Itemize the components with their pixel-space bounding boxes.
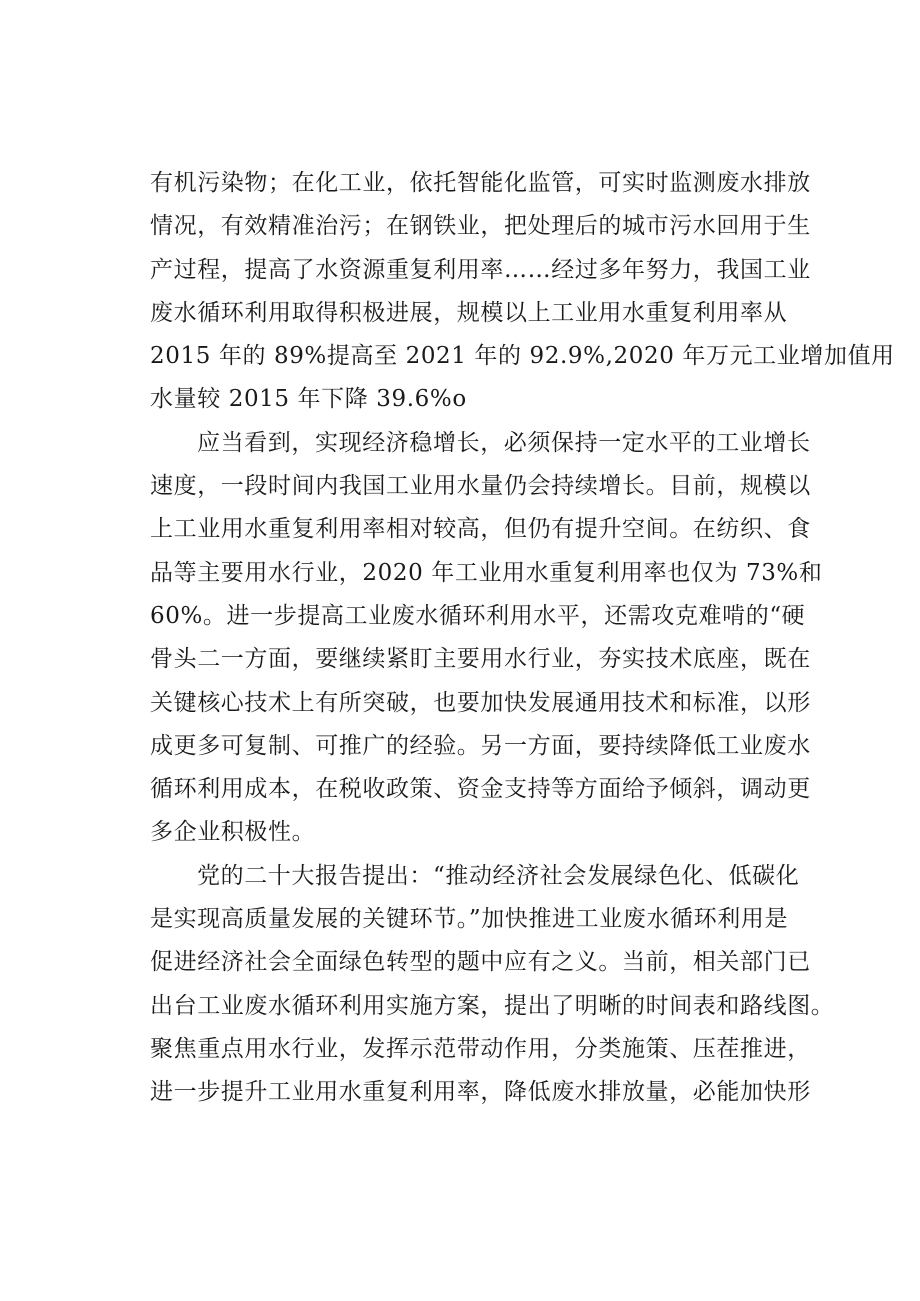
paragraph-2 (150, 422, 830, 855)
text-line: 应当看到，实现经济稳增长，必须保持一定水平的工业增长 (197, 429, 811, 456)
text-line: 情况，有效精准治污；在钢铁业，把处理后的城市污水回用于生 (150, 213, 811, 240)
text-line: 上工业用水重复利用率相对较高，但仍有提升空间。在纺织、食 (150, 516, 811, 543)
text-line: 水量较 2015 年下降 39.6%o (150, 386, 467, 413)
text-line: 2015 年的 89%提高至 2021 年的 92.9%,2020 年万元工业增加值用 (150, 343, 895, 370)
text-line: 废水循环利用取得积极进展，规模以上工业用水重复利用率从 (150, 299, 788, 326)
text-line: 速度，一段时间内我国工业用水量仍会持续增长。目前，规模以 (150, 473, 811, 500)
text-line: 聚焦重点用水行业，发挥示范带动作用，分类施策、压茬推进， (150, 1035, 811, 1062)
text-line: 关键核心技术上有所突破，也要加快发展通用技术和标准，以形 (150, 689, 811, 716)
text-line: 品等主要用水行业，2020 年工业用水重复利用率也仅为 73%和 (150, 559, 823, 586)
text-line: 有机污染物；在化工业，依托智能化监管，可实时监测废水排放 (150, 170, 811, 196)
text-line: 多企业积极性。 (150, 819, 316, 846)
text-line: 循环利用成本，在税收政策、资金支持等方面给予倾斜，调动更 (150, 776, 811, 803)
text-line: 促进经济社会全面绿色转型的题中应有之义。当前，相关部门已 (150, 949, 811, 976)
text-line: 骨头二一方面，要继续紧盯主要用水行业，夯实技术底座，既在 (150, 646, 811, 673)
text-line: 是实现高质量发展的关键环节。”加快推进工业废水循环利用是 (150, 906, 789, 933)
text-line: 60%。进一步提高工业废水循环利用水平，还需攻克难啃的“硬 (150, 602, 806, 629)
text-line: 党的二十大报告提出：“推动经济社会发展绿色化、低碳化 (197, 862, 800, 889)
paragraph-1 (150, 162, 895, 422)
text-line: 出台工业废水循环利用实施方案，提出了明晰的时间表和路线图。 (150, 992, 835, 1019)
document-body (150, 162, 895, 1115)
paragraph-3 (150, 855, 835, 1115)
text-line: 产过程，提高了水资源重复利用率……经过多年努力，我国工业 (150, 256, 811, 283)
text-line: 成更多可复制、可推广的经验。另一方面，要持续降低工业废水 (150, 732, 811, 759)
text-line: 进一步提升工业用水重复利用率，降低废水排放量，必能加快形 (150, 1079, 811, 1106)
